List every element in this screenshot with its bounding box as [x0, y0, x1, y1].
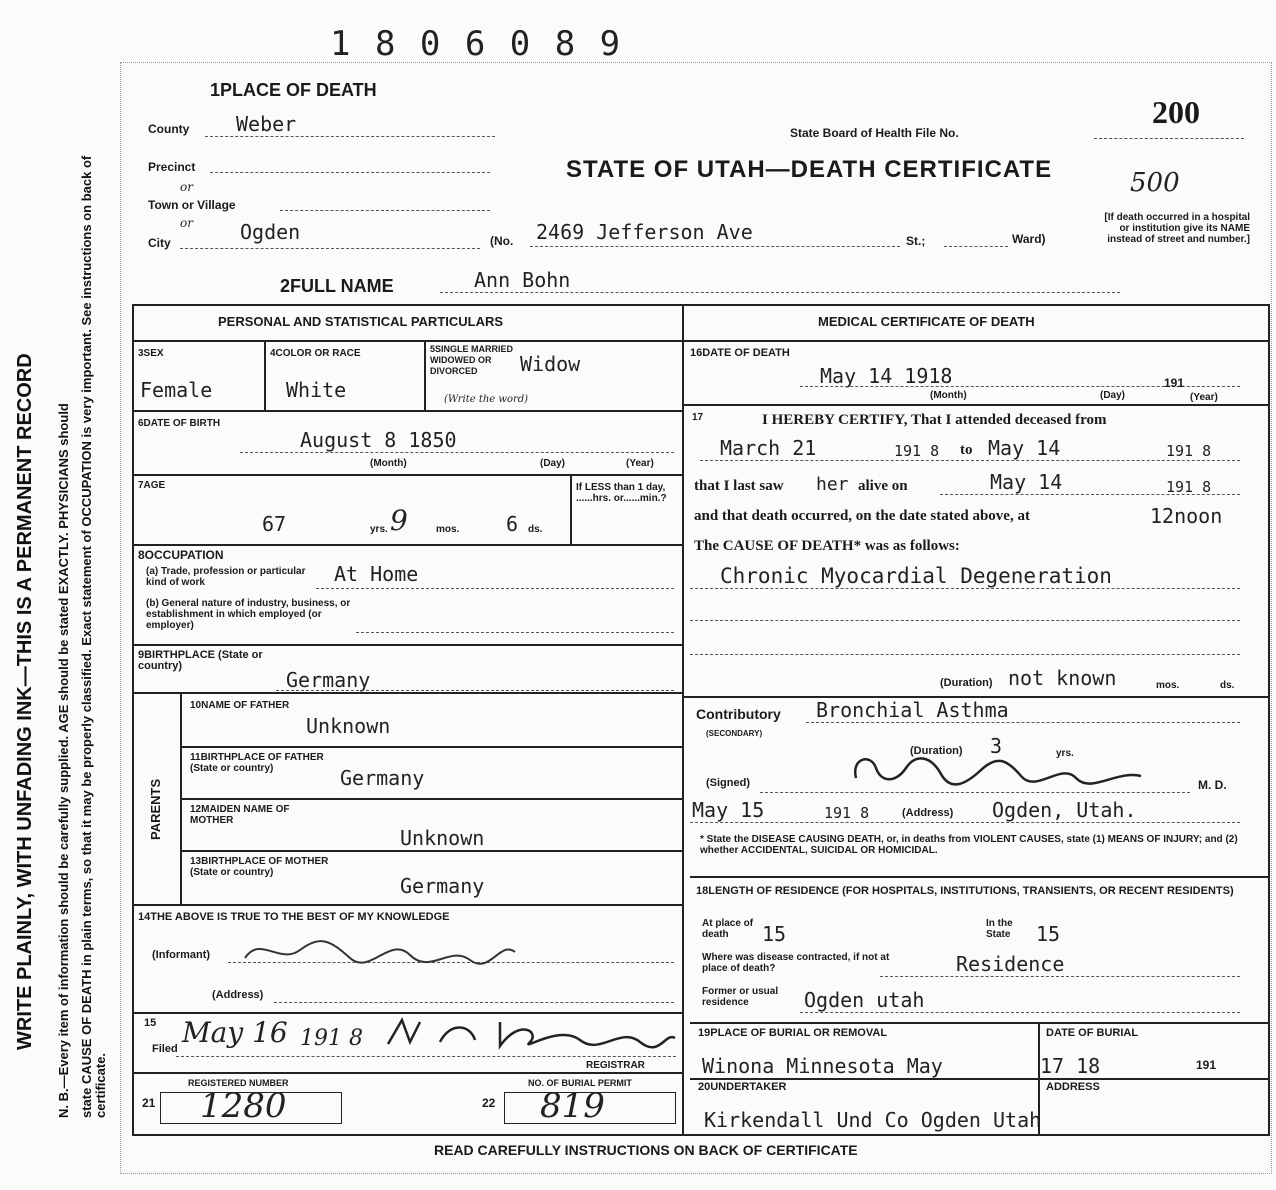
- occupation-label: 8OCCUPATION: [138, 548, 224, 562]
- registrar-label: REGISTRAR: [586, 1060, 645, 1071]
- father-name-value: Unknown: [306, 714, 391, 738]
- color-value: White: [286, 378, 347, 402]
- signed-date: May 15: [692, 798, 765, 822]
- marital-value: Widow: [520, 352, 581, 376]
- residence-label: 18LENGTH OF RESIDENCE (FOR HOSPITALS, INSTITUTIONS, TRANSIENTS, OR RECENT RESIDENTS): [696, 885, 1234, 897]
- city-label: City: [148, 236, 171, 250]
- town-label: Town or Village: [148, 198, 236, 212]
- no-label: (No.: [490, 234, 514, 248]
- attended-to: May 14: [988, 436, 1061, 460]
- death-occurred-label: and that death occurred, on the date stated above, at: [694, 508, 1030, 524]
- burial-date-label: DATE OF BURIAL: [1046, 1027, 1139, 1039]
- informant-address-label: (Address): [212, 989, 264, 1001]
- father-name-label: 10NAME OF FATHER: [190, 700, 290, 711]
- ward-label: Ward): [1012, 232, 1046, 246]
- birthplace-value: Germany: [286, 668, 371, 692]
- personal-header: PERSONAL AND STATISTICAL PARTICULARS: [218, 314, 504, 329]
- occupation-a-label: (a) Trade, profession or particular kind of work: [146, 566, 306, 588]
- mother-name-value: Unknown: [400, 826, 485, 850]
- file-no-value: 200: [1152, 94, 1200, 130]
- age-less-than: If LESS than 1 day, ......hrs. or......min.?: [576, 482, 667, 504]
- precinct-label: Precinct: [148, 160, 196, 174]
- sex-label: 3SEX: [138, 348, 164, 359]
- city-value: Ogden: [240, 220, 301, 244]
- marital-note: (Write the word): [444, 394, 529, 405]
- age-days: 6: [506, 512, 519, 536]
- last-saw-label: that I last saw: [694, 478, 784, 494]
- physician-signature-scribble: [846, 748, 1146, 794]
- undertaker-address-label: ADDRESS: [1046, 1081, 1100, 1093]
- medical-header: MEDICAL CERTIFICATE OF DEATH: [818, 314, 1035, 329]
- burial-place-value: Winona Minnesota May: [702, 1054, 943, 1078]
- date-of-death-label: 16DATE OF DEATH: [690, 347, 790, 359]
- cause-of-death: Chronic Myocardial Degeneration: [720, 564, 1112, 588]
- parents-label: PARENTS: [148, 778, 163, 840]
- footer-instructions: READ CAREFULLY INSTRUCTIONS ON BACK OF CERTIFICATE: [434, 1142, 858, 1158]
- age-years: 67: [262, 512, 287, 536]
- contributory-value: Bronchial Asthma: [816, 698, 1009, 722]
- mother-birthplace-value: Germany: [400, 874, 485, 898]
- dob-value: August 8 1850: [300, 428, 457, 452]
- marital-label: 5SINGLE MARRIED WIDOWED OR DIVORCED: [430, 344, 514, 376]
- registrar-signature-scribble: [380, 1012, 680, 1058]
- true-statement-label: 14THE ABOVE IS TRUE TO THE BEST OF MY KNOWLEDGE: [138, 911, 450, 923]
- registered-number-label: REGISTERED NUMBER: [188, 1078, 289, 1088]
- sex-value: Female: [140, 378, 213, 402]
- registrar-signature: [380, 1012, 680, 1062]
- contributory-label: Contributory: [696, 706, 781, 722]
- signed-label: (Signed): [706, 777, 750, 789]
- registered-number-value: 1280: [200, 1086, 287, 1126]
- hand-number: 500: [1130, 168, 1180, 198]
- certificate-title: STATE OF UTAH—DEATH CERTIFICATE: [566, 156, 1053, 183]
- file-no-label: State Board of Health File No.: [790, 126, 959, 140]
- cause-duration: not known: [1008, 666, 1117, 690]
- burial-permit-value: 819: [540, 1086, 605, 1126]
- burial-place-label: 19PLACE OF BURIAL OR REMOVAL: [698, 1027, 888, 1039]
- violent-causes-note: * State the DISEASE CAUSING DEATH, or, in deaths from VIOLENT CAUSES, state (1) MEANS OF INJURY; and (2) whether ACCIDENTAL, SUICIDAL OR HOMICIDAL.: [700, 834, 1238, 856]
- st-label: St.;: [906, 234, 926, 248]
- cause-label: The CAUSE OF DEATH* was as follows:: [694, 538, 960, 554]
- residence-at-place: 15: [762, 922, 787, 946]
- side-nb-line1: N. B.—Every item of information should be carefully supplied. AGE should be stated EXACTLY. PHYSICIANS should: [56, 403, 71, 1118]
- burial-permit-label: NO. OF BURIAL PERMIT: [528, 1078, 632, 1088]
- hospital-note: [If death occurred in a hospital or institution give its NAME instead of street and number.]: [1104, 212, 1250, 245]
- side-write-plainly: WRITE PLAINLY, WITH UNFADING INK—THIS IS A PERMANENT RECORD: [14, 353, 36, 1050]
- side-nb-line2: state CAUSE OF DEATH in plain terms, so that it may be properly classified. Exact statement of OCCUPATION is very important. See instructions on back of certificate.: [79, 155, 108, 1118]
- county-label: County: [148, 122, 190, 136]
- mother-name-label: 12MAIDEN NAME OF MOTHER: [190, 804, 290, 826]
- place-of-death-label: 1PLACE OF DEATH: [210, 80, 377, 100]
- birthplace-label: 9BIRTHPLACE (State or country): [138, 649, 263, 672]
- undertaker-label: 20UNDERTAKER: [698, 1081, 787, 1093]
- filed-label: Filed: [152, 1043, 178, 1055]
- father-birthplace-value: Germany: [340, 766, 425, 790]
- informant-signature: [240, 930, 520, 976]
- color-label: 4COLOR OR RACE: [270, 348, 361, 359]
- date-of-death-value: May 14 1918: [820, 364, 953, 388]
- father-birthplace-label: 11BIRTHPLACE OF FATHER (State or country): [190, 752, 324, 774]
- physician-address: Ogden, Utah.: [992, 798, 1137, 822]
- filed-date: May 16: [182, 1016, 288, 1049]
- county-value: Weber: [236, 112, 297, 136]
- filed-year: 191 8: [300, 1026, 363, 1051]
- last-saw-date: May 14: [990, 470, 1063, 494]
- undertaker-value: Kirkendall Und Co Ogden Utah: [704, 1108, 1042, 1132]
- contributory-duration: 3: [990, 734, 1003, 758]
- occupation-b-label: (b) General nature of industry, business, or establishment in which employed (or employer): [146, 598, 351, 631]
- occupation-value: At Home: [334, 562, 419, 586]
- serial-number: 1 8 0 6 0 8 9: [330, 24, 623, 64]
- certify-text: I HEREBY CERTIFY, That I attended deceased from: [762, 412, 1107, 428]
- mother-birthplace-label: 13BIRTHPLACE OF MOTHER (State or country): [190, 856, 329, 878]
- full-name-value: Ann Bohn: [474, 268, 571, 292]
- informant-signature-scribble: [240, 930, 520, 970]
- burial-date-value: 17 18: [1040, 1054, 1101, 1078]
- age-label: 7AGE: [138, 480, 166, 491]
- age-months: 9: [390, 504, 408, 537]
- residence-in-state: 15: [1036, 922, 1061, 946]
- attended-from: March 21: [720, 436, 817, 460]
- former-residence: Ogden utah: [804, 988, 925, 1012]
- death-time: 12noon: [1150, 504, 1223, 528]
- dob-label: 6DATE OF BIRTH: [138, 418, 221, 429]
- informant-label: (Informant): [152, 949, 211, 961]
- disease-contracted: Residence: [956, 952, 1065, 976]
- full-name-label: 2FULL NAME: [280, 276, 394, 296]
- street-value: 2469 Jefferson Ave: [536, 220, 753, 244]
